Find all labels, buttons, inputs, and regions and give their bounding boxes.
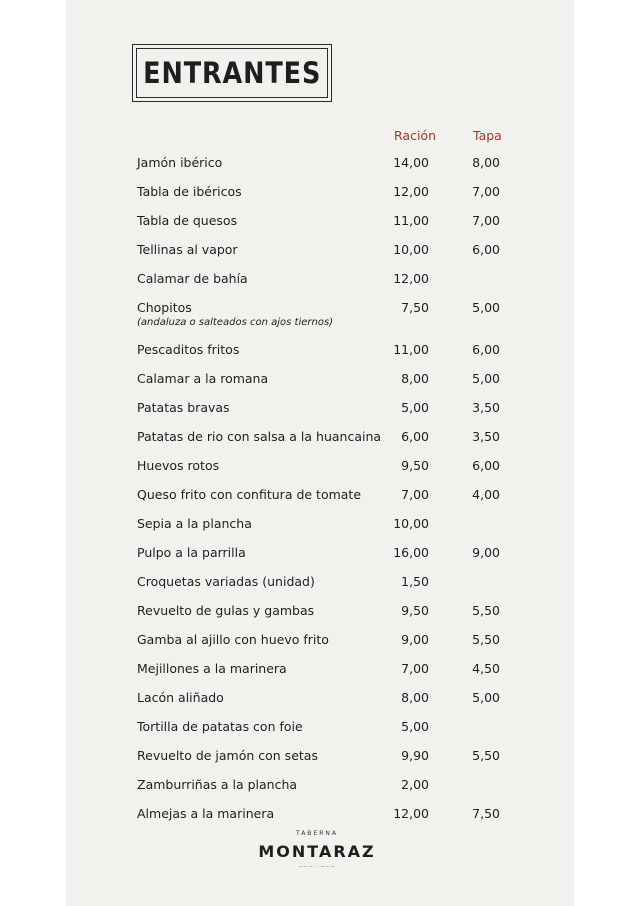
menu-item-price-tapa: 4,50 [472,661,500,676]
logo-tagline: TABERNA [296,830,338,837]
menu-item [0,719,640,739]
title-frame [132,44,332,102]
menu-item-name: Pescaditos fritos [137,342,240,357]
menu-item-name: Chopitos [137,300,192,315]
menu-item-price-tapa: 5,50 [472,603,500,618]
menu-item [0,777,640,797]
menu-item-name: Lacón aliñado [137,690,224,705]
menu-item-price-tapa: 6,00 [472,242,500,257]
menu-item-name: Huevos rotos [137,458,220,473]
menu-item-price-racion: 9,50 [401,603,429,618]
menu-item-price-tapa: 5,00 [472,690,500,705]
menu-item [0,545,640,565]
menu-item [0,632,640,652]
menu-item [0,603,640,623]
menu-item [0,184,640,204]
menu-item-name: Patatas bravas [137,400,230,415]
logo-name: MONTARAZ [258,842,376,861]
menu-item-price-racion: 9,90 [401,748,429,763]
menu-item-price-racion: 10,00 [393,516,429,531]
menu-item-price-racion: 11,00 [393,342,429,357]
menu-item [0,574,640,594]
menu-item-price-racion: 7,00 [401,487,429,502]
menu-item-price-tapa: 3,50 [472,400,500,415]
menu-item-name: Croquetas variadas (unidad) [137,574,315,589]
menu-item-price-racion: 12,00 [393,184,429,199]
menu-item-price-racion: 10,00 [393,242,429,257]
menu-item-price-racion: 1,50 [401,574,429,589]
menu-item-price-tapa: 5,50 [472,632,500,647]
menu-item-price-racion: 2,00 [401,777,429,792]
menu-item-price-racion: 8,00 [401,371,429,386]
menu-item-name: Tabla de quesos [137,213,238,228]
menu-item-name: Queso frito con confitura de tomate [137,487,362,502]
menu-item-price-racion: 16,00 [393,545,429,560]
title-frame-inner [136,48,328,98]
menu-item-price-tapa: 6,00 [472,458,500,473]
menu-item-name: Calamar a la romana [137,371,269,386]
column-header-tapa: Tapa [473,128,502,143]
menu-item [0,300,640,328]
menu-item [0,806,640,826]
menu-item-price-tapa: 7,50 [472,806,500,821]
menu-item [0,516,640,536]
page-title: ENTRANTES [142,56,322,90]
menu-item-price-tapa: 5,50 [472,748,500,763]
menu-item-name: Sepia a la plancha [137,516,252,531]
menu-item [0,661,640,681]
menu-item-price-racion: 9,00 [401,632,429,647]
menu-item [0,748,640,768]
menu-item-note: (andaluza o salteados con ajos tiernos) [137,317,334,328]
menu-item-name: Zamburriñas a la plancha [137,777,298,792]
menu-item [0,429,640,449]
menu-item-name: Calamar de bahía [137,271,248,286]
menu-item [0,400,640,420]
menu-item-name: Tellinas al vapor [137,242,238,257]
menu-item [0,371,640,391]
menu-item [0,342,640,362]
menu-item-name: Jamón ibérico [137,155,223,170]
column-header-racion: Ración [394,128,436,143]
menu-item-name: Patatas de rio con salsa a la huancaina [137,429,382,444]
logo [252,830,382,880]
menu-item-price-racion: 5,00 [401,400,429,415]
menu-item-price-tapa: 7,00 [472,213,500,228]
menu-item [0,458,640,478]
menu-item [0,690,640,710]
menu-item-name: Tabla de ibéricos [137,184,242,199]
menu-item-price-racion: 7,50 [401,300,429,315]
menu-item-name: Almejas a la marinera [137,806,275,821]
menu-item-price-racion: 12,00 [393,806,429,821]
menu-item-price-racion: 11,00 [393,213,429,228]
menu-item-price-racion: 5,00 [401,719,429,734]
menu-item-price-racion: 14,00 [393,155,429,170]
menu-item [0,213,640,233]
menu-item-price-tapa: 7,00 [472,184,500,199]
menu-item-name: Gamba al ajillo con huevo frito [137,632,329,647]
menu-item-price-tapa: 6,00 [472,342,500,357]
menu-item-price-tapa: 8,00 [472,155,500,170]
menu-item-price-tapa: 5,00 [472,371,500,386]
menu-item-price-racion: 8,00 [401,690,429,705]
menu-item-price-racion: 9,50 [401,458,429,473]
menu-item-price-tapa: 5,00 [472,300,500,315]
menu-item-name: Mejillones a la marinera [137,661,287,676]
menu-item-price-tapa: 9,00 [472,545,500,560]
menu-item [0,242,640,262]
menu-item-price-racion: 6,00 [401,429,429,444]
menu-item-price-racion: 12,00 [393,271,429,286]
menu-item-price-tapa: 4,00 [472,487,500,502]
menu-item-name: Revuelto de jamón con setas [137,748,318,763]
menu-item [0,487,640,507]
menu-item-price-tapa: 3,50 [472,429,500,444]
logo-ornament: ——— · ——— [298,864,336,869]
menu-item-name: Pulpo a la parrilla [137,545,246,560]
menu-item-price-racion: 7,00 [401,661,429,676]
menu-item [0,155,640,175]
menu-item [0,271,640,291]
menu-item-name: Revuelto de gulas y gambas [137,603,315,618]
menu-item-name: Tortilla de patatas con foie [137,719,303,734]
